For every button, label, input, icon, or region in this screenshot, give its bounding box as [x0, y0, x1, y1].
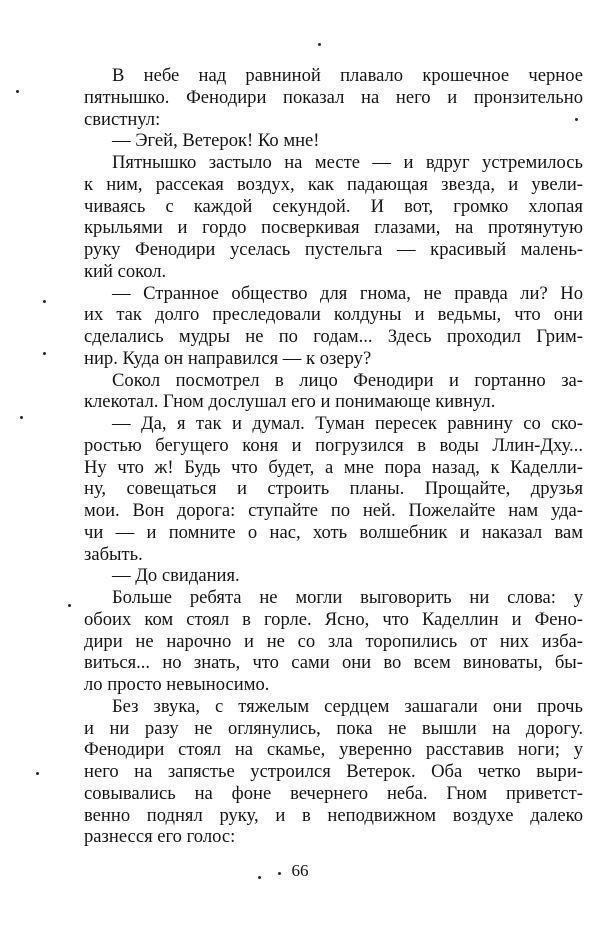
scan-speck	[43, 352, 46, 355]
text-line: ло просто невыносимо.	[84, 674, 270, 695]
text-line: забыть.	[84, 543, 143, 565]
scan-speck	[16, 90, 19, 93]
text-line: обоих ком стоял в горле. Ясно, что Каделлин и Фено-	[84, 608, 583, 630]
text-line: — Да, я так и думал. Туман пересек равнину со ско-	[112, 413, 583, 434]
text-line: — Эгей, Ветерок! Ко мне!	[112, 130, 320, 152]
text-line: чи — и помните о нас, хоть волшебник и наказал вам	[84, 521, 583, 543]
scan-speck	[20, 416, 23, 419]
text-line: В небе над равниной плавало крошечное черное	[112, 65, 583, 86]
text-line: чиваясь с каждой секундой. И вот, громко хлопая	[84, 195, 583, 217]
scan-speck	[575, 118, 578, 121]
text-line: дири не нарочно и не со зла торопились от них изба-	[84, 630, 583, 652]
text-line: пятнышко. Фенодири показал на него и пронзительно	[84, 86, 583, 108]
text-line: — До свидания.	[112, 565, 240, 587]
text-line: венно поднял руку, и в неподвижном воздухе далеко	[84, 804, 583, 826]
scan-speck	[36, 772, 39, 775]
text-line: совывались на фоне вечернего неба. Гном приветст-	[84, 782, 583, 804]
text-line: мои. Вон дорога: ступайте по ней. Пожелайте нам уда-	[84, 500, 583, 521]
text-line: кий сокол.	[84, 260, 167, 282]
text-line: Больше ребята не могли выговорить ни слова: у	[112, 587, 583, 608]
text-line: нир. Куда он направился — к озеру?	[84, 347, 372, 369]
text-line: него на запястье устроился Ветерок. Оба четко выри-	[84, 761, 583, 782]
text-line: Фенодири стоял на скамье, уверенно расставив ноги; у	[84, 739, 583, 761]
page-text	[84, 65, 583, 848]
text-line: крыльями и гордо посверкивая глазами, на протянутую	[84, 217, 583, 239]
text-line: Без звука, с тяжелым сердцем зашагали они прочь	[112, 695, 583, 717]
text-line: свистнул:	[84, 108, 161, 130]
text-line: Пятнышко застыло на месте — и вдруг устремилось	[112, 152, 583, 173]
scan-speck	[258, 876, 261, 879]
text-line: к ним, рассекая воздух, как падающая звезда, и увели-	[84, 173, 583, 195]
text-line: их так долго преследовали колдуны и ведьмы, что они	[84, 304, 583, 326]
scan-speck	[278, 872, 281, 875]
text-line: — Странное общество для гнома, не правда ли? Но	[112, 282, 583, 304]
scan-speck	[318, 43, 321, 46]
text-line: разнесся его голос:	[84, 826, 236, 848]
scan-speck	[43, 300, 46, 303]
text-line: виться... но знать, что сами они во всем виноваты, бы-	[84, 652, 583, 674]
text-line: сделались мудры не по годам... Здесь проходил Грим-	[84, 326, 583, 347]
scan-speck	[68, 604, 71, 607]
text-line: Сокол посмотрел в лицо Фенодири и гортанно за-	[112, 369, 583, 391]
text-line: ну, совещаться и строить планы. Прощайте, друзья	[84, 478, 583, 500]
text-line: руку Фенодири уселась пустельга — красивый малень-	[84, 239, 583, 260]
text-line: клекотал. Гном дослушал его и понимающе кивнул.	[84, 391, 496, 413]
text-line: Ну что ж! Будь что будет, а мне пора назад, к Каделли-	[84, 456, 583, 478]
text-line: ростью бегущего коня и погрузился в воды Ллин-Дху...	[84, 434, 583, 456]
text-line: и ни разу не оглянулись, пока не вышли на дорогу.	[84, 717, 583, 739]
page-number: 66	[291, 861, 309, 880]
